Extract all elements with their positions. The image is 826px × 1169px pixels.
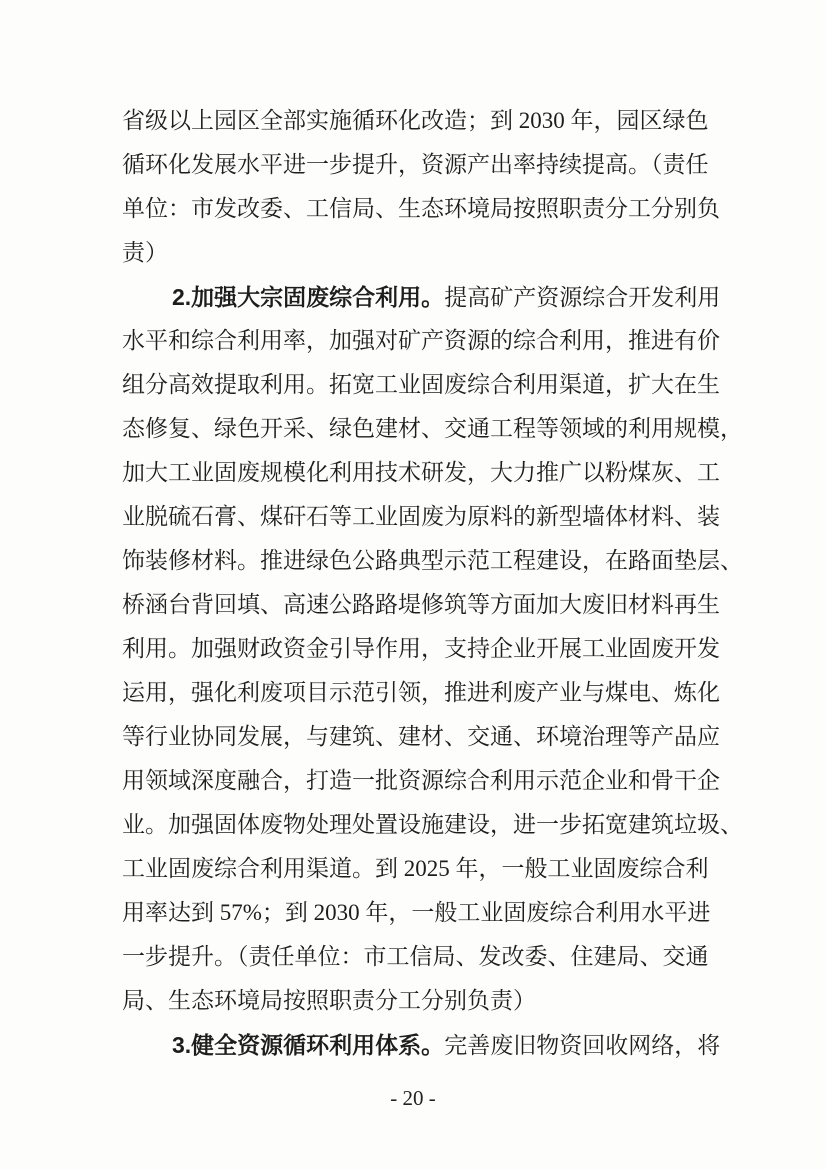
text-line [122, 275, 721, 319]
text-line: 用率达到 57%；到 2030 年，一般工业固废综合利用水平进 [122, 900, 711, 925]
section-3-heading: 3.健全资源循环利用体系。 [172, 1032, 445, 1058]
text-line: 单位：市发改委、工信局、生态环境局按照职责分工分别负 [122, 196, 720, 221]
text-line: 等行业协同发展，与建筑、建材、交通、环境治理等产品应 [122, 724, 720, 749]
text-line: 业。加强固体废物处理处置设施建设，进一步拓宽建筑垃圾、 [122, 812, 743, 837]
text-line: 桥涵台背回填、高速公路路堤修筑等方面加大废旧材料再生 [122, 592, 720, 617]
text-line: 循环化发展水平进一步提升，资源产出率持续提高。（责任 [122, 152, 709, 177]
text-line: 加大工业固废规模化利用技术研发，大力推广以粉煤灰、工 [122, 460, 720, 485]
text-line: 水平和综合利用率，加强对矿产资源的综合利用，推进有价 [122, 328, 720, 353]
section-2-heading: 2.加强大宗固废综合利用。 [172, 284, 445, 310]
text-line: 工业固废综合利用渠道。到 2025 年，一般工业固废综合利 [122, 856, 709, 881]
text-line: 运用，强化利废项目示范引领，推进利废产业与煤电、炼化 [122, 680, 720, 705]
text-line: 组分高效提取利用。拓宽工业固废综合利用渠道，扩大在生 [122, 372, 720, 397]
section-3-lead-text: 完善废旧物资回收网络，将 [444, 1033, 721, 1058]
section-2-lead-text: 提高矿产资源综合开发利用 [444, 285, 721, 310]
text-line: 饰装修材料。推进绿色公路典型示范工程建设，在路面垫层、 [122, 548, 743, 573]
text-line: 业脱硫石膏、煤矸石等工业固废为原料的新型墙体材料、装 [122, 504, 720, 529]
text-line [122, 1023, 721, 1067]
text-line: 利用。加强财政资金引导作用，支持企业开展工业固废开发 [122, 636, 720, 661]
text-line: 责） [122, 240, 168, 265]
text-line: 态修复、绿色开采、绿色建材、交通工程等领域的利用规模， [122, 416, 743, 441]
text-line: 一步提升。（责任单位：市工信局、发改委、住建局、交通 [122, 944, 709, 969]
document-body [122, 99, 743, 1067]
text-line: 省级以上园区全部实施循环化改造；到 2030 年，园区绿色 [122, 108, 709, 133]
page-number: - 20 - [390, 1086, 436, 1110]
text-line: 用领域深度融合，打造一批资源综合利用示范企业和骨干企 [122, 768, 720, 793]
text-line: 局、生态环境局按照职责分工分别负责） [122, 988, 536, 1013]
